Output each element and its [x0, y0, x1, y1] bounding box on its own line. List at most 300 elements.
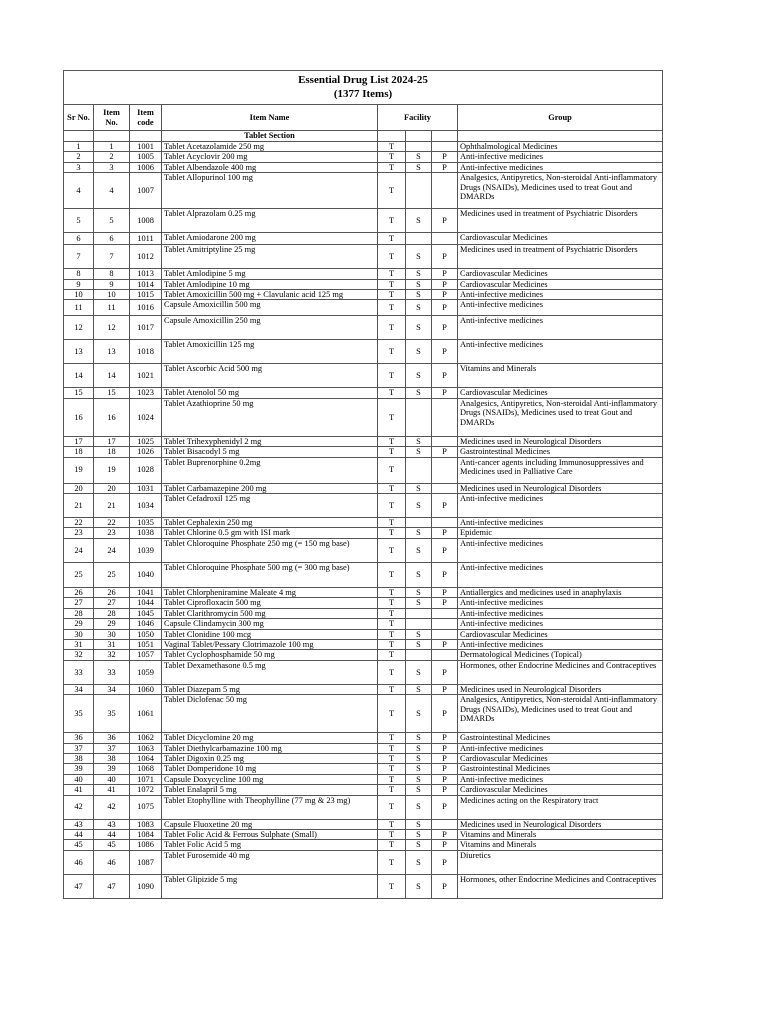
row-facility-t: T	[378, 494, 406, 518]
row-item-no: 26	[94, 587, 130, 597]
row-facility-p: P	[432, 743, 458, 753]
row-facility-p: P	[432, 447, 458, 457]
row-group: Cardiovascular Medicines	[458, 388, 663, 398]
row-facility-t: T	[378, 364, 406, 388]
row-item-code: 1063	[130, 743, 162, 753]
row-group: Hormones, other Endocrine Medicines and Contraceptives	[458, 660, 663, 684]
row-item-code: 1031	[130, 483, 162, 493]
row-group: Anti-infective medicines	[458, 743, 663, 753]
row-group: Gastrointestinal Medicines	[458, 447, 663, 457]
row-sr: 45	[64, 840, 94, 850]
row-facility-s: S	[406, 764, 432, 774]
row-sr: 2	[64, 152, 94, 162]
row-item-code: 1075	[130, 795, 162, 819]
table-row	[64, 233, 663, 245]
row-facility-p	[432, 650, 458, 660]
row-sr: 20	[64, 483, 94, 493]
row-item-code: 1071	[130, 774, 162, 784]
table-row	[64, 162, 663, 172]
row-item-no: 15	[94, 388, 130, 398]
row-item-name: Tablet Amlodipine 10 mg	[162, 279, 378, 289]
row-facility-s: S	[406, 269, 432, 279]
row-facility-s: S	[406, 494, 432, 518]
row-item-no: 1	[94, 142, 130, 152]
table-row	[64, 173, 663, 209]
row-group: Anti-infective medicines	[458, 152, 663, 162]
row-facility-t: T	[378, 340, 406, 364]
row-group: Analgesics, Antipyretics, Non-steroidal Anti-inflammatory Drugs (NSAIDs), Medicines used to treat Gout and DMARDs	[458, 398, 663, 436]
table-row	[64, 562, 663, 587]
row-facility-s: S	[406, 660, 432, 684]
table-row	[64, 269, 663, 279]
row-sr: 3	[64, 162, 94, 172]
row-item-name: Tablet Chlorine 0.5 gm with ISI mark	[162, 528, 378, 538]
row-facility-s: S	[406, 874, 432, 898]
row-group: Epidemic	[458, 528, 663, 538]
row-facility-p: P	[432, 795, 458, 819]
row-facility-p: P	[432, 528, 458, 538]
row-facility-t: T	[378, 587, 406, 597]
header-row	[64, 105, 663, 131]
row-facility-p: P	[432, 753, 458, 763]
row-group: Medicines used in treatment of Psychiatric Disorders	[458, 245, 663, 269]
row-facility-t: T	[378, 518, 406, 528]
row-item-no: 24	[94, 538, 130, 562]
table-row	[64, 829, 663, 839]
row-item-no: 12	[94, 316, 130, 340]
row-item-code: 1001	[130, 142, 162, 152]
table-row	[64, 142, 663, 152]
row-item-code: 1005	[130, 152, 162, 162]
row-item-code: 1083	[130, 819, 162, 829]
row-item-code: 1059	[130, 660, 162, 684]
row-item-code: 1016	[130, 300, 162, 316]
row-facility-p	[432, 142, 458, 152]
row-group: Anti-cancer agents including Immunosuppressives and Medicines used in Palliative Care	[458, 457, 663, 483]
row-group: Dermatological Medicines (Topical)	[458, 650, 663, 660]
table-row	[64, 785, 663, 795]
row-facility-p: P	[432, 587, 458, 597]
row-facility-s	[406, 457, 432, 483]
row-item-no: 45	[94, 840, 130, 850]
table-row	[64, 587, 663, 597]
row-item-code: 1013	[130, 269, 162, 279]
row-facility-s: S	[406, 639, 432, 649]
row-item-name: Tablet Chlorpheniramine Maleate 4 mg	[162, 587, 378, 597]
table-row	[64, 447, 663, 457]
row-item-name: Tablet Diclofenac 50 mg	[162, 695, 378, 733]
row-facility-s: S	[406, 819, 432, 829]
row-item-name: Tablet Albendazole 400 mg	[162, 162, 378, 172]
row-facility-s: S	[406, 684, 432, 694]
table-row	[64, 300, 663, 316]
row-item-no: 11	[94, 300, 130, 316]
row-facility-p: P	[432, 684, 458, 694]
row-item-name: Tablet Chloroquine Phosphate 500 mg (= 300 mg base)	[162, 562, 378, 587]
subtitle-text: (1377 Items)	[333, 87, 393, 100]
row-item-code: 1061	[130, 695, 162, 733]
row-item-name: Vaginal Tablet/Pessary Clotrimazole 100 mg	[162, 639, 378, 649]
row-group: Gastrointestinal Medicines	[458, 733, 663, 743]
table-row	[64, 660, 663, 684]
table-row	[64, 695, 663, 733]
row-item-no: 40	[94, 774, 130, 784]
header-item-code: Item code	[130, 105, 162, 131]
row-item-code: 1087	[130, 850, 162, 874]
row-item-no: 37	[94, 743, 130, 753]
row-facility-p: P	[432, 245, 458, 269]
row-facility-p: P	[432, 494, 458, 518]
row-item-name: Tablet Etophylline with Theophylline (77 mg & 23 mg)	[162, 795, 378, 819]
row-facility-p	[432, 483, 458, 493]
row-sr: 37	[64, 743, 94, 753]
row-group: Medicines used in Neurological Disorders	[458, 436, 663, 446]
row-facility-t: T	[378, 684, 406, 694]
row-item-code: 1035	[130, 518, 162, 528]
row-facility-s: S	[406, 152, 432, 162]
row-facility-t: T	[378, 457, 406, 483]
row-item-name: Tablet Amiodarone 200 mg	[162, 233, 378, 245]
row-item-name: Tablet Glipizide 5 mg	[162, 874, 378, 898]
header-item-name: Item Name	[162, 105, 378, 131]
table-row	[64, 684, 663, 694]
row-sr: 27	[64, 598, 94, 608]
row-facility-t: T	[378, 279, 406, 289]
row-sr: 8	[64, 269, 94, 279]
row-facility-p	[432, 233, 458, 245]
row-facility-p: P	[432, 316, 458, 340]
row-item-code: 1038	[130, 528, 162, 538]
row-item-code: 1084	[130, 829, 162, 839]
table-row	[64, 528, 663, 538]
row-item-no: 18	[94, 447, 130, 457]
row-facility-t: T	[378, 388, 406, 398]
row-facility-p	[432, 608, 458, 618]
row-item-name: Tablet Buprenorphine 0.2mg	[162, 457, 378, 483]
row-facility-p	[432, 629, 458, 639]
row-item-name: Tablet Diazepam 5 mg	[162, 684, 378, 694]
row-item-no: 7	[94, 245, 130, 269]
row-group: Ophthalmological Medicines	[458, 142, 663, 152]
row-item-no: 17	[94, 436, 130, 446]
row-item-name: Tablet Amitriptyline 25 mg	[162, 245, 378, 269]
row-facility-s	[406, 650, 432, 660]
row-facility-p	[432, 518, 458, 528]
row-facility-t: T	[378, 398, 406, 436]
row-sr: 12	[64, 316, 94, 340]
row-item-code: 1025	[130, 436, 162, 446]
row-facility-s: S	[406, 795, 432, 819]
row-facility-s: S	[406, 364, 432, 388]
row-facility-s: S	[406, 774, 432, 784]
row-item-no: 13	[94, 340, 130, 364]
row-group: Analgesics, Antipyretics, Non-steroidal Anti-inflammatory Drugs (NSAIDs), Medicines used to treat Gout and DMARDs	[458, 173, 663, 209]
row-sr: 18	[64, 447, 94, 457]
row-item-no: 3	[94, 162, 130, 172]
row-item-name: Tablet Diethylcarbamazine 100 mg	[162, 743, 378, 753]
table-row	[64, 436, 663, 446]
table-row	[64, 598, 663, 608]
row-facility-s	[406, 142, 432, 152]
row-sr: 7	[64, 245, 94, 269]
row-group: Medicines used in Neurological Disorders	[458, 819, 663, 829]
row-item-no: 30	[94, 629, 130, 639]
row-facility-p: P	[432, 598, 458, 608]
row-sr: 4	[64, 173, 94, 209]
row-facility-p: P	[432, 733, 458, 743]
row-item-no: 22	[94, 518, 130, 528]
row-item-code: 1040	[130, 562, 162, 587]
row-group: Anti-infective medicines	[458, 639, 663, 649]
row-sr: 17	[64, 436, 94, 446]
row-sr: 29	[64, 619, 94, 629]
row-group: Cardiovascular Medicines	[458, 753, 663, 763]
row-item-name: Tablet Allopurinol 100 mg	[162, 173, 378, 209]
row-group: Vitamins and Minerals	[458, 364, 663, 388]
row-item-name: Tablet Carbamazepine 200 mg	[162, 483, 378, 493]
row-group: Medicines used in Neurological Disorders	[458, 483, 663, 493]
row-item-no: 31	[94, 639, 130, 649]
table-row	[64, 518, 663, 528]
row-item-code: 1072	[130, 785, 162, 795]
row-item-name: Tablet Folic Acid & Ferrous Sulphate (Small)	[162, 829, 378, 839]
row-item-no: 8	[94, 269, 130, 279]
row-sr: 38	[64, 753, 94, 763]
row-item-no: 23	[94, 528, 130, 538]
row-facility-t: T	[378, 300, 406, 316]
row-sr: 1	[64, 142, 94, 152]
row-facility-p: P	[432, 764, 458, 774]
row-facility-t: T	[378, 162, 406, 172]
row-facility-t: T	[378, 785, 406, 795]
row-facility-t: T	[378, 152, 406, 162]
row-sr: 46	[64, 850, 94, 874]
row-facility-s	[406, 608, 432, 618]
row-item-no: 27	[94, 598, 130, 608]
row-item-no: 43	[94, 819, 130, 829]
table-row	[64, 850, 663, 874]
row-sr: 28	[64, 608, 94, 618]
row-group: Cardiovascular Medicines	[458, 629, 663, 639]
row-sr: 26	[64, 587, 94, 597]
row-facility-t: T	[378, 436, 406, 446]
table-row	[64, 639, 663, 649]
table-row	[64, 840, 663, 850]
row-facility-t: T	[378, 753, 406, 763]
row-item-name: Tablet Atenolol 50 mg	[162, 388, 378, 398]
row-sr: 30	[64, 629, 94, 639]
row-facility-p: P	[432, 874, 458, 898]
row-facility-s: S	[406, 629, 432, 639]
table-row	[64, 388, 663, 398]
row-facility-p: P	[432, 639, 458, 649]
table-row	[64, 316, 663, 340]
row-group: Anti-infective medicines	[458, 619, 663, 629]
row-sr: 15	[64, 388, 94, 398]
row-facility-t: T	[378, 619, 406, 629]
table-row	[64, 733, 663, 743]
row-facility-t: T	[378, 774, 406, 784]
row-group: Anti-infective medicines	[458, 774, 663, 784]
row-sr: 33	[64, 660, 94, 684]
row-sr: 31	[64, 639, 94, 649]
row-group: Anti-infective medicines	[458, 598, 663, 608]
row-sr: 24	[64, 538, 94, 562]
row-group: Analgesics, Antipyretics, Non-steroidal Anti-inflammatory Drugs (NSAIDs), Medicines used to treat Gout and DMARDs	[458, 695, 663, 733]
row-item-code: 1045	[130, 608, 162, 618]
row-item-code: 1017	[130, 316, 162, 340]
row-sr: 9	[64, 279, 94, 289]
row-group: Diuretics	[458, 850, 663, 874]
table-row	[64, 364, 663, 388]
row-facility-s: S	[406, 245, 432, 269]
row-item-name: Tablet Chloroquine Phosphate 250 mg (= 150 mg base)	[162, 538, 378, 562]
row-item-name: Capsule Fluoxetine 20 mg	[162, 819, 378, 829]
row-item-code: 1026	[130, 447, 162, 457]
row-item-name: Tablet Amoxicillin 125 mg	[162, 340, 378, 364]
row-facility-t: T	[378, 483, 406, 493]
row-item-code: 1015	[130, 290, 162, 300]
drug-list-table	[63, 70, 663, 899]
row-facility-s: S	[406, 840, 432, 850]
row-item-no: 36	[94, 733, 130, 743]
row-item-code: 1007	[130, 173, 162, 209]
table-row	[64, 483, 663, 493]
row-facility-s: S	[406, 538, 432, 562]
row-facility-t: T	[378, 447, 406, 457]
row-group: Anti-infective medicines	[458, 518, 663, 528]
row-item-code: 1060	[130, 684, 162, 694]
row-sr: 22	[64, 518, 94, 528]
row-item-code: 1008	[130, 209, 162, 233]
row-facility-p: P	[432, 840, 458, 850]
row-group: Anti-infective medicines	[458, 340, 663, 364]
row-item-name: Tablet Ascorbic Acid 500 mg	[162, 364, 378, 388]
row-facility-s: S	[406, 743, 432, 753]
row-sr: 35	[64, 695, 94, 733]
row-facility-t: T	[378, 538, 406, 562]
table-row	[64, 774, 663, 784]
table-row	[64, 494, 663, 518]
row-item-no: 19	[94, 457, 130, 483]
row-facility-s: S	[406, 388, 432, 398]
row-facility-s: S	[406, 300, 432, 316]
row-item-code: 1086	[130, 840, 162, 850]
row-facility-p: P	[432, 660, 458, 684]
row-facility-p	[432, 398, 458, 436]
row-facility-s: S	[406, 733, 432, 743]
row-facility-s: S	[406, 695, 432, 733]
row-group: Medicines acting on the Respiratory tract	[458, 795, 663, 819]
table-row	[64, 753, 663, 763]
row-facility-t: T	[378, 795, 406, 819]
row-item-name: Tablet Enalapril 5 mg	[162, 785, 378, 795]
section-title: Tablet Section	[162, 131, 378, 142]
section-row	[64, 131, 663, 142]
row-facility-t: T	[378, 562, 406, 587]
row-sr: 43	[64, 819, 94, 829]
row-sr: 16	[64, 398, 94, 436]
row-sr: 40	[64, 774, 94, 784]
row-facility-t: T	[378, 598, 406, 608]
row-facility-p	[432, 436, 458, 446]
row-facility-t: T	[378, 874, 406, 898]
row-facility-t: T	[378, 743, 406, 753]
row-group: Anti-infective medicines	[458, 162, 663, 172]
table-row	[64, 819, 663, 829]
row-sr: 19	[64, 457, 94, 483]
row-item-name: Tablet Folic Acid 5 mg	[162, 840, 378, 850]
row-item-no: 20	[94, 483, 130, 493]
table-row	[64, 457, 663, 483]
row-sr: 36	[64, 733, 94, 743]
row-item-no: 5	[94, 209, 130, 233]
row-facility-p: P	[432, 162, 458, 172]
row-item-name: Capsule Doxycycline 100 mg	[162, 774, 378, 784]
row-item-name: Tablet Dexamethasone 0.5 mg	[162, 660, 378, 684]
row-item-name: Tablet Clonidine 100 mcg	[162, 629, 378, 639]
row-facility-p: P	[432, 774, 458, 784]
row-item-name: Tablet Domperidone 10 mg	[162, 764, 378, 774]
row-item-no: 10	[94, 290, 130, 300]
row-sr: 39	[64, 764, 94, 774]
row-item-name: Tablet Ciprofloxacin 500 mg	[162, 598, 378, 608]
row-facility-s	[406, 398, 432, 436]
title-row	[64, 71, 663, 105]
row-item-code: 1021	[130, 364, 162, 388]
row-sr: 34	[64, 684, 94, 694]
row-facility-t: T	[378, 608, 406, 618]
row-facility-t: T	[378, 233, 406, 245]
row-group: Cardiovascular Medicines	[458, 279, 663, 289]
row-facility-t: T	[378, 695, 406, 733]
row-sr: 47	[64, 874, 94, 898]
row-item-name: Tablet Cefadroxil 125 mg	[162, 494, 378, 518]
row-facility-t: T	[378, 142, 406, 152]
row-item-no: 34	[94, 684, 130, 694]
row-item-code: 1011	[130, 233, 162, 245]
row-facility-t: T	[378, 629, 406, 639]
table-row	[64, 152, 663, 162]
row-facility-p	[432, 819, 458, 829]
table-row	[64, 538, 663, 562]
row-group: Vitamins and Minerals	[458, 840, 663, 850]
row-item-name: Tablet Acetazolamide 250 mg	[162, 142, 378, 152]
row-item-no: 9	[94, 279, 130, 289]
row-facility-s: S	[406, 162, 432, 172]
row-item-no: 4	[94, 173, 130, 209]
row-facility-p: P	[432, 364, 458, 388]
row-item-name: Tablet Amlodipine 5 mg	[162, 269, 378, 279]
row-facility-p: P	[432, 850, 458, 874]
row-item-name: Capsule Amoxicillin 250 mg	[162, 316, 378, 340]
table-row	[64, 398, 663, 436]
row-item-name: Tablet Trihexyphenidyl 2 mg	[162, 436, 378, 446]
row-facility-t: T	[378, 245, 406, 269]
row-item-no: 33	[94, 660, 130, 684]
row-facility-t: T	[378, 829, 406, 839]
table-row	[64, 209, 663, 233]
row-facility-s: S	[406, 598, 432, 608]
row-item-name: Tablet Clarithromycin 500 mg	[162, 608, 378, 618]
row-facility-t: T	[378, 733, 406, 743]
row-facility-s	[406, 518, 432, 528]
row-sr: 32	[64, 650, 94, 660]
row-item-code: 1062	[130, 733, 162, 743]
row-item-code: 1090	[130, 874, 162, 898]
row-sr: 41	[64, 785, 94, 795]
row-facility-p: P	[432, 785, 458, 795]
